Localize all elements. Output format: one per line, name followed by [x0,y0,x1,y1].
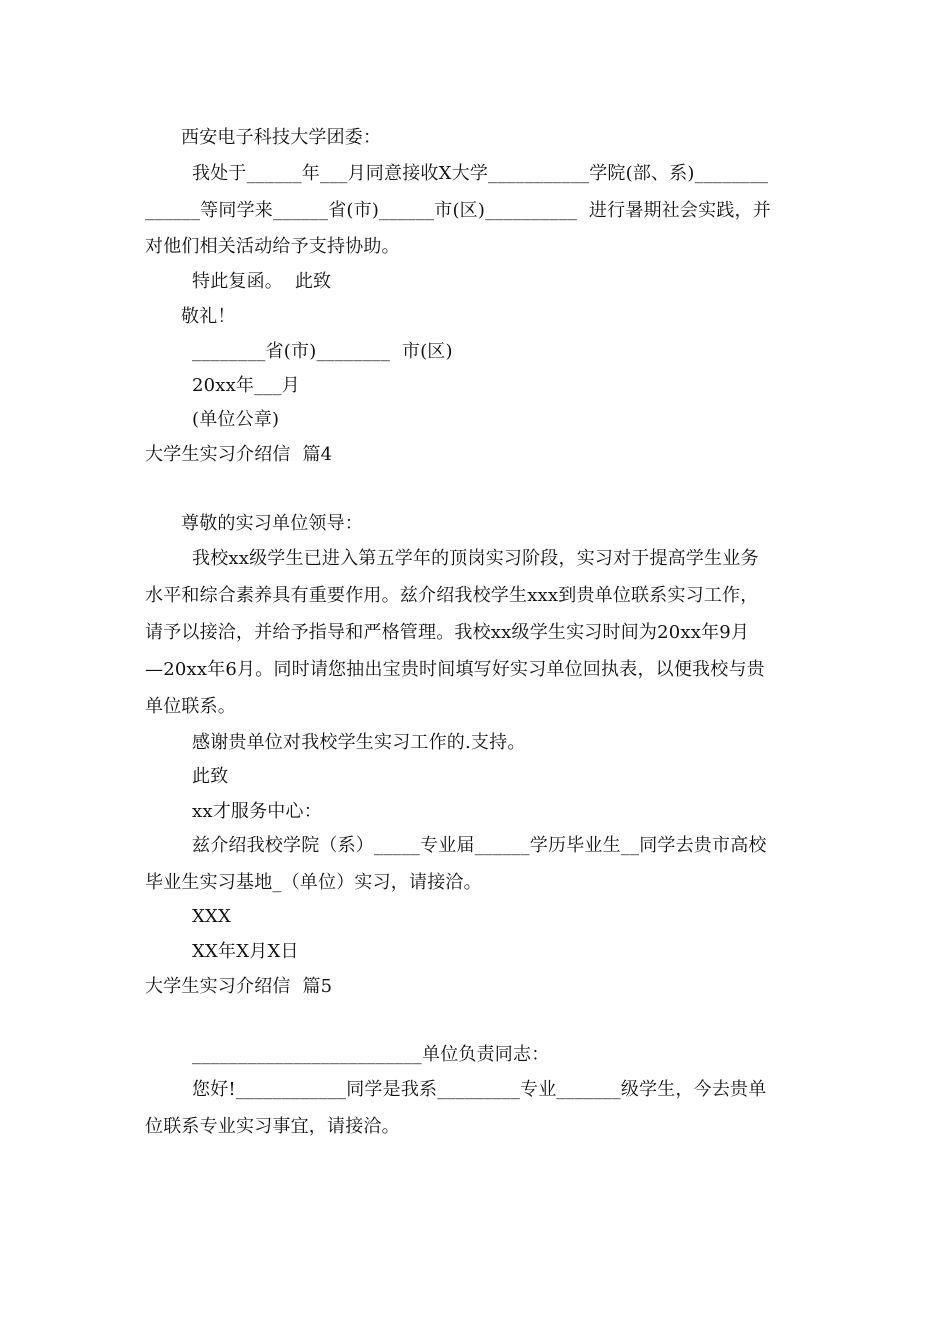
letter4-thanks: 感谢贵单位对我校学生实习工作的.支持。 [192,732,526,753]
letter5-addressee: _________________________单位负责同志： [192,1044,550,1065]
letter4-date: XX年X月X日 [192,941,299,962]
letter3-body-line: 对他们相关活动给予支持协助。 [145,236,400,257]
letter3-body-line: 我处于______年___月同意接收X大学___________学院(部、系)________ [192,163,769,184]
letter5-body-line: 位联系专业实习事宜，请接洽。 [145,1116,400,1137]
letter4-body-line: 兹介绍我校学院（系）_____专业届______学历毕业生__同学去贵市高校 [192,835,767,856]
letter3-seal: (单位公章) [192,409,280,430]
letter4-addressee-2: xx才服务中心： [192,801,322,822]
letter3-body-line: ______等同学来______省(市)______市(区)__________ 进行暑期社会实践，并 [145,200,771,221]
letter4-body-line: 我校xx级学生已进入第五学年的顶岗实习阶段，实习对于提高学生业务 [192,548,759,569]
section-heading: 大学生实习介绍信 篇4 [145,444,333,465]
letter5-body-line: 您好!____________同学是我系_________专业_______级学生，今去贵单 [192,1079,767,1100]
letter3-sign-place: ________省(市)________ 市(区) [192,341,453,362]
letter4-signer: XXX [192,906,232,927]
letter4-body-line: —20xx年6月。同时请您抽出宝贵时间填写好实习单位回执表，以便我校与贵 [145,659,765,680]
letter4-addressee: 尊敬的实习单位领导： [181,513,363,534]
letter4-closing: 此致 [192,766,229,787]
letter3-sign-date: 20xx年___月 [192,375,301,396]
section-heading: 大学生实习介绍信 篇5 [145,976,333,997]
letter4-body-line: 水平和综合素养具有重要作用。兹介绍我校学生xxx到贵单位联系实习工作， [145,585,759,606]
letter4-body-line: 毕业生实习基地_（单位）实习，请接洽。 [145,872,482,893]
letter4-body-line: 请予以接洽，并给予指导和严格管理。我校xx级学生实习时间为20xx年9月 [145,622,750,643]
letter3-salutation: 敬礼！ [181,306,236,327]
letter3-closing: 特此复函。 此致 [192,271,332,292]
letter4-body-line: 单位联系。 [145,696,236,717]
letter3-addressee: 西安电子科技大学团委： [181,127,382,148]
